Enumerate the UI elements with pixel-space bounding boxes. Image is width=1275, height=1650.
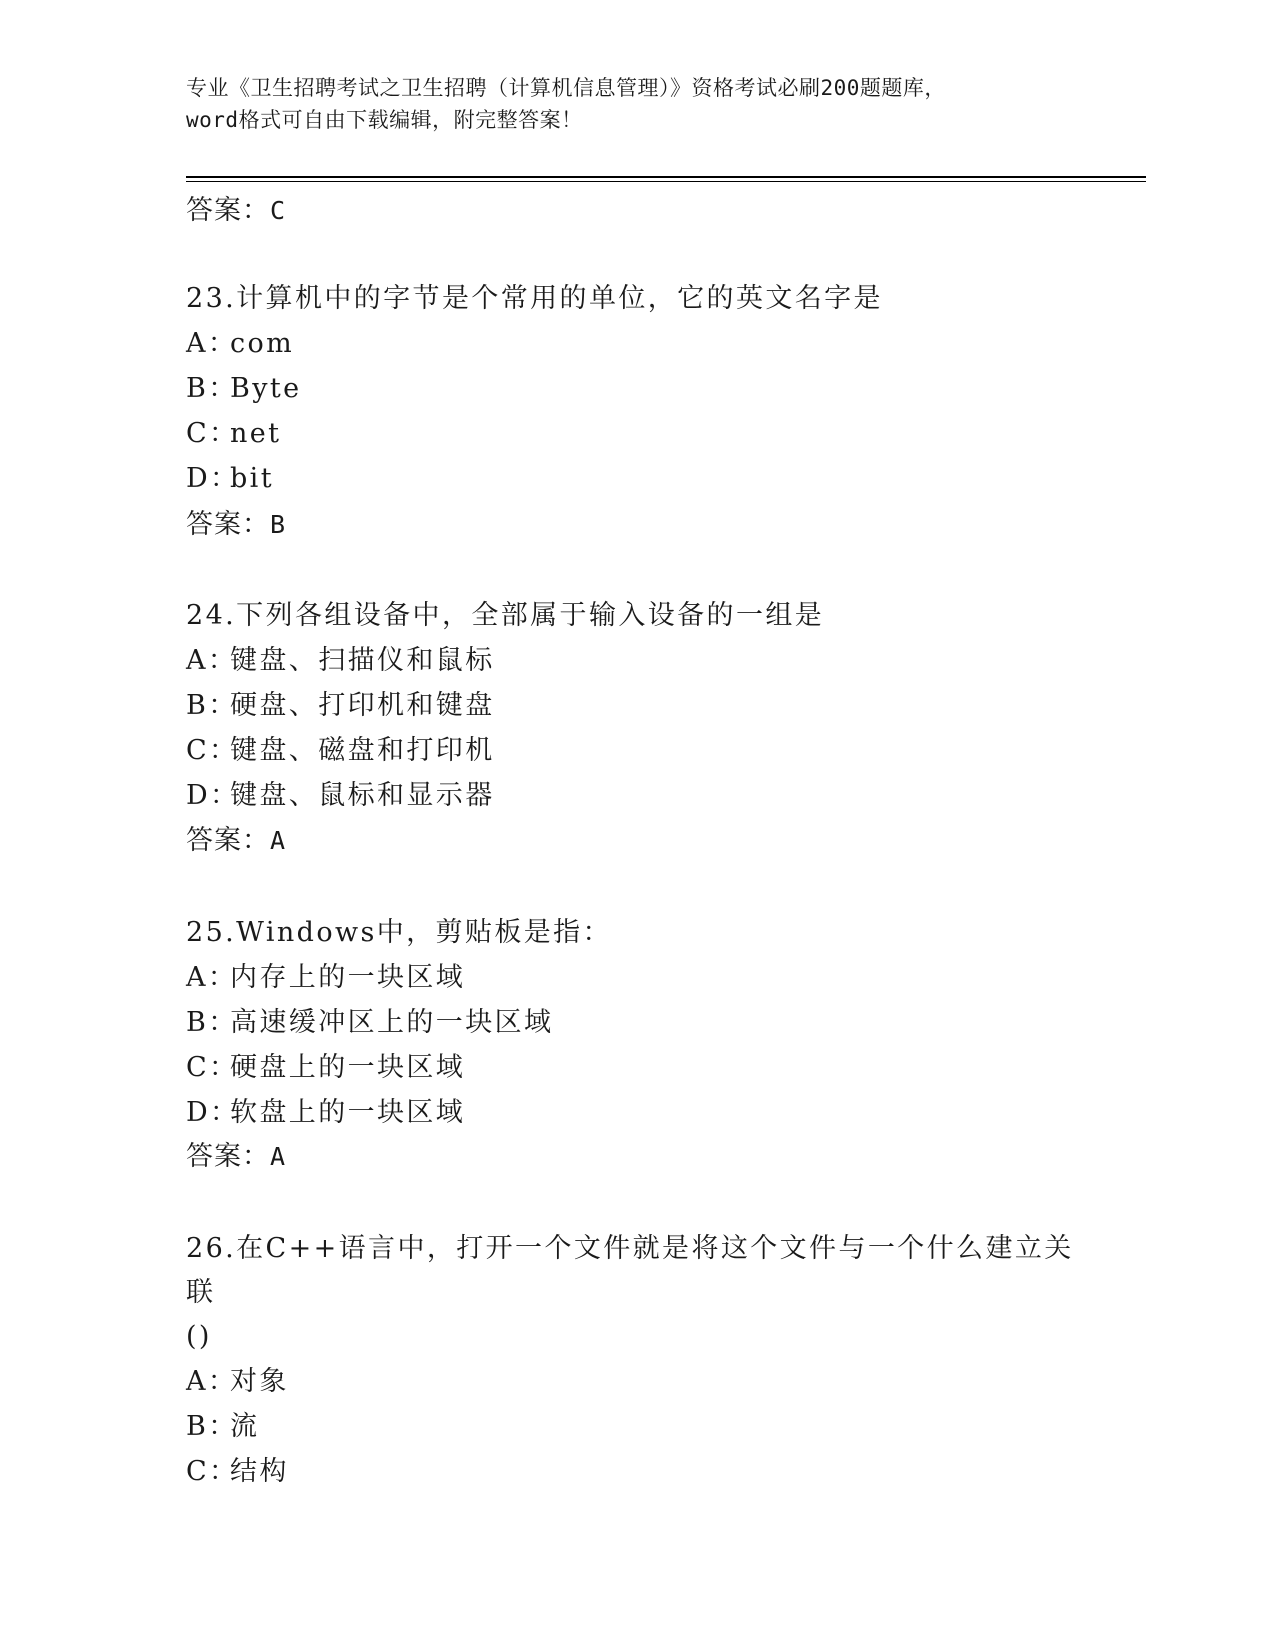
option-text: com (230, 328, 295, 359)
option-text: 键盘、磁盘和打印机 (230, 735, 495, 766)
option-c (186, 1045, 1086, 1090)
option-b (186, 683, 1086, 728)
option-d (186, 1090, 1086, 1135)
option-label: C： (186, 1456, 239, 1487)
header-rule-thick (186, 176, 1146, 178)
answer-line-prev (186, 188, 286, 227)
question-text-continued: () (186, 1321, 212, 1352)
option-d (186, 456, 1086, 501)
option-label: C： (186, 1052, 239, 1083)
option-text: 结构 (230, 1456, 289, 1487)
question-text: 24.下列各组设备中，全部属于输入设备的一组是 (186, 600, 825, 631)
option-label: C： (186, 735, 239, 766)
option-label: A： (186, 962, 238, 993)
option-a (186, 1359, 1086, 1404)
answer-line-23 (186, 502, 286, 541)
option-text: net (230, 418, 282, 449)
option-c (186, 728, 1086, 773)
answer-value: C (270, 196, 287, 225)
option-label: A： (186, 1366, 238, 1397)
option-text: bit (230, 463, 274, 494)
option-text: 流 (230, 1411, 260, 1442)
answer-value: B (270, 510, 287, 539)
option-text: 对象 (230, 1366, 289, 1397)
option-label: B： (186, 1411, 238, 1442)
option-text: 高速缓冲区上的一块区域 (230, 1007, 554, 1038)
option-text: 软盘上的一块区域 (230, 1097, 466, 1128)
question-23 (186, 277, 1086, 501)
option-label: B： (186, 690, 238, 721)
header-line-1: 专业《卫生招聘考试之卫生招聘（计算机信息管理）》资格考试必刷200题题库， (186, 76, 946, 100)
option-label: B： (186, 1007, 238, 1038)
option-label: A： (186, 645, 238, 676)
question-24 (186, 594, 1086, 818)
header-line-2: word格式可自由下载编辑，附完整答案！ (186, 108, 583, 132)
option-label: D： (186, 780, 240, 811)
option-a (186, 321, 1086, 366)
option-text: Byte (230, 373, 302, 404)
option-a (186, 638, 1086, 683)
option-label: A： (186, 328, 238, 359)
option-d (186, 773, 1086, 818)
option-c (186, 1449, 1086, 1494)
option-b (186, 366, 1086, 411)
option-text: 键盘、扫描仪和鼠标 (230, 645, 495, 676)
header-rule-thin (186, 181, 1146, 182)
option-b (186, 1404, 1086, 1449)
question-text: 23.计算机中的字节是个常用的单位，它的英文名字是 (186, 283, 883, 314)
question-text: 25.Windows中，剪贴板是指： (186, 917, 612, 948)
answer-line-25 (186, 1134, 286, 1173)
answer-label: 答案： (186, 1141, 270, 1172)
answer-value: A (270, 1142, 287, 1171)
option-label: D： (186, 1097, 240, 1128)
option-label: C： (186, 418, 239, 449)
question-26 (186, 1227, 1086, 1494)
answer-label: 答案： (186, 825, 270, 856)
option-text: 键盘、鼠标和显示器 (230, 780, 495, 811)
option-a (186, 955, 1086, 1000)
option-label: D： (186, 463, 240, 494)
option-c (186, 411, 1086, 456)
option-text: 硬盘、打印机和键盘 (230, 690, 495, 721)
answer-label: 答案： (186, 509, 270, 540)
question-text: 26.在C++语言中，打开一个文件就是将这个文件与一个什么建立关联 (186, 1233, 1074, 1308)
option-label: B： (186, 373, 238, 404)
answer-label: 答案： (186, 195, 270, 226)
option-text: 内存上的一块区域 (230, 962, 466, 993)
answer-value: A (270, 826, 287, 855)
question-25 (186, 911, 1086, 1135)
answer-line-24 (186, 818, 286, 857)
document-header (186, 72, 1086, 136)
option-text: 硬盘上的一块区域 (230, 1052, 466, 1083)
option-b (186, 1000, 1086, 1045)
